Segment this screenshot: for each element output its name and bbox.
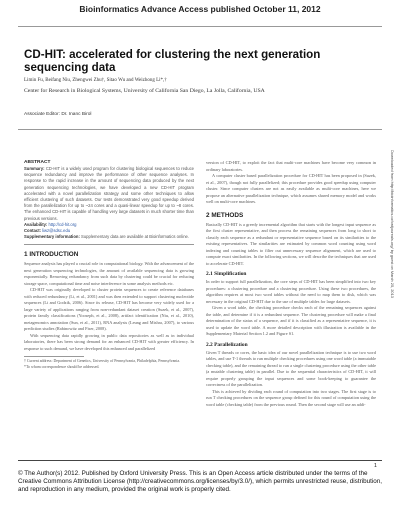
parallelization-paragraph-1: Given T threads or cores, the basic idea of our novel parallelization technique is to use two word tables, and use T-1 threads to run multiple checking procedures using one word table (a immutable checking table), and the remaining thread to run a single clustering procedure using the other table (a mutable clustering table) in parallel. Due to the sequential characteristics of CD-HIT, it will require properly grouping the input sequences and some book-keeping to guarantee the correctness of the parallelization. bbox=[206, 349, 376, 387]
supplementary-label: Supplementary information: bbox=[24, 234, 80, 240]
left-column bbox=[24, 160, 194, 371]
copyright-notice: © The Author(s) 2012. Published by Oxford University Press. This is an Open Access article distributed under the terms of the Creative Commons Attribution License (http://creativecommons.org/licenses/by/3.0/), which permits unrestricted reuse, distribution, and reproduction in any medium, provided the original work is properly cited. bbox=[18, 470, 382, 493]
contact-label: Contact: bbox=[24, 228, 41, 234]
abstract-summary bbox=[24, 166, 194, 222]
parallelization-heading: 2.2 Parallelization bbox=[206, 341, 248, 348]
running-head: Bioinformatics Advance Access published October 11, 2012 bbox=[79, 4, 321, 14]
intro-paragraph-3: With sequencing data rapidly growing in public data repositories as well as in individual laboratories, there has been strong demand for an enhanced CD-HIT with greater efficiency. In response to such demand, we have developed this enhanced and parallelized bbox=[24, 332, 194, 351]
abstract-rule bbox=[24, 244, 194, 245]
footnote-correspondence: *To whom correspondence should be addressed. bbox=[24, 365, 100, 370]
simplification-paragraph-2: Given a word table, the checking procedure checks each of the remaining sequences against the table, and determine if it is a redundant sequence. The clustering procedure will make a final determination of the status of a sequence, and if it is classified as a representative sequence, it is used to update the word table. A more detailed description with illustration is available in the Supplementary Material Section 1.2 and Figure S1. bbox=[206, 305, 376, 336]
availability-link[interactable]: http://cd-hit.org bbox=[48, 221, 77, 227]
footer-rule bbox=[18, 460, 382, 461]
intro-paragraph-2: CD-HIT was originally developed to cluster protein sequences to create reference databases with reduced redundancy (Li, et al., 2001) and was then extended to support clustering nucleotide sequences (Li and Godzik, 2006). Since its release, CD-HIT has become very widely used for a large variety of applications ranging from non-redundant dataset creation (Suzek, et al., 2007), protein family classifications (Yooseph, et al., 2008), artifact identification (Niu, et al., 2010), metagenomics annotation (Sun, et al., 2011), RNA analysis (Leung and Mishra, 2007), to various prediction studies (Rabinowitz and Fiser, 2008). bbox=[24, 287, 194, 332]
header-rule bbox=[18, 26, 382, 27]
parallelization-paragraph-2: This is achieved by dividing each round of computation into two stages. The first stage is to run T checking procedures on the sequence group defined for this round of computation using the word table (checking table) from the previous round. Then the second stage will use an addi- bbox=[206, 388, 376, 407]
intro-paragraph-1: Sequence analysis has played a crucial role in computational biology. With the advancement of the next generation sequencing technologies, the amount of available sequencing data is growing exponentially. Removing redundancy from such data by clustering could be crucial for reducing storage space, computational time and noise interference in some analysis methods etc. bbox=[24, 261, 194, 286]
abstract-supplementary bbox=[24, 234, 194, 240]
download-side-note-text: Downloaded from http://bioinformatics.oxfordjournals.org/ by guest on March 25, 2013 bbox=[390, 150, 395, 298]
page-number: 1 bbox=[374, 463, 377, 469]
simplification-heading: 2.1 Simplification bbox=[206, 271, 247, 277]
download-side-note bbox=[388, 150, 396, 380]
article-affiliation: Center for Research in Biological Systems, University of California San Diego, La Jolla, California, USA bbox=[24, 88, 265, 94]
intro-heading: 1 INTRODUCTION bbox=[24, 251, 79, 259]
intro-continued: version of CD-HIT, to exploit the fact that multi-core machines have become very common in ordinary laboratories. bbox=[206, 160, 376, 172]
simplification-paragraph-1: In order to support full parallelization, the core steps of CD-HIT has been simplified into two key procedures: a clustering procedure and a clustering procedure. Using these two procedures, the algorithm requires at most two word tables without the need to map them to disk, which was necessary in the original CD-HIT due to the use of multiple tables for large datasets. bbox=[206, 279, 376, 304]
right-column bbox=[206, 160, 376, 408]
supplementary-text: Supplementary data are available at Bioinformatics online. bbox=[81, 234, 190, 240]
associate-editor: Associate Editor: Dr. Inanc Birol bbox=[24, 112, 92, 117]
intro-continued-2: A computer cluster based parallelization procedure for CD-HIT has been proposed in (Suzek, et al., 2007), though not fully parallelized; this procedure provides good speedup using computer cluster. Since computer clusters are not as easily available as multi-core machines, here we propose an alternative parallelization technique, which assumes shared memory model and works well on multi-core machines. bbox=[206, 173, 376, 204]
contact-link[interactable]: liwz@sdsc.edu bbox=[42, 228, 71, 234]
summary-text: CD-HIT is a widely used program for clustering biological sequences to reduce sequence redundancy and improve the performance of other sequence analyses. In response to the rapid increase in the amount of sequencing data produced by the next generation sequencing technologies, we have developed a new CD-HIT program accelerated with a novel parallelization strategy and some other techniques to allow efficient clustering of such datasets. Our tests demonstrated very good speedup derived from the parallelization for up to ~24 cores and a quasi-linear speedup for up to ~8 cores. The enhanced CD-HIT is capable of handling very large datasets in much shorter time than previous versions. bbox=[24, 166, 194, 221]
methods-heading: 2 METHODS bbox=[206, 211, 244, 219]
methods-paragraph: Basically CD-HIT is a greedy incremental algorithm that starts with the longest input sequence as the first cluster representative, and then process the remaining sequences from long to short to classify each sequence as a redundant or representative sequence based on its similarities to the existing representatives. The similarities are estimated by common word counting using word indexing and counting tables to filter out unnecessary sequence alignment, which are used to compute exact similarities. In the following sections, we will describe the techniques that are used to accelerate CD-HIT. bbox=[206, 221, 376, 266]
availability-label: Availability: bbox=[24, 221, 48, 227]
footnote-rule bbox=[24, 356, 84, 357]
abstract-heading: ABSTRACT bbox=[24, 160, 51, 165]
summary-label: Summary: bbox=[24, 166, 45, 171]
article-authors: Limin Fu, Beifang Niu, Zhengwei Zhu†, Sitao Wu and Weizhong Li*,† bbox=[24, 78, 167, 83]
article-title: CD-HIT: accelerated for clustering the next generation sequencing data bbox=[24, 48, 321, 74]
title-block-rule bbox=[18, 129, 382, 130]
footnote-current-address: † Current address: Department of Genetics, University of Pennsylvania, Philadelphia, Pennsylvania. bbox=[24, 359, 181, 364]
